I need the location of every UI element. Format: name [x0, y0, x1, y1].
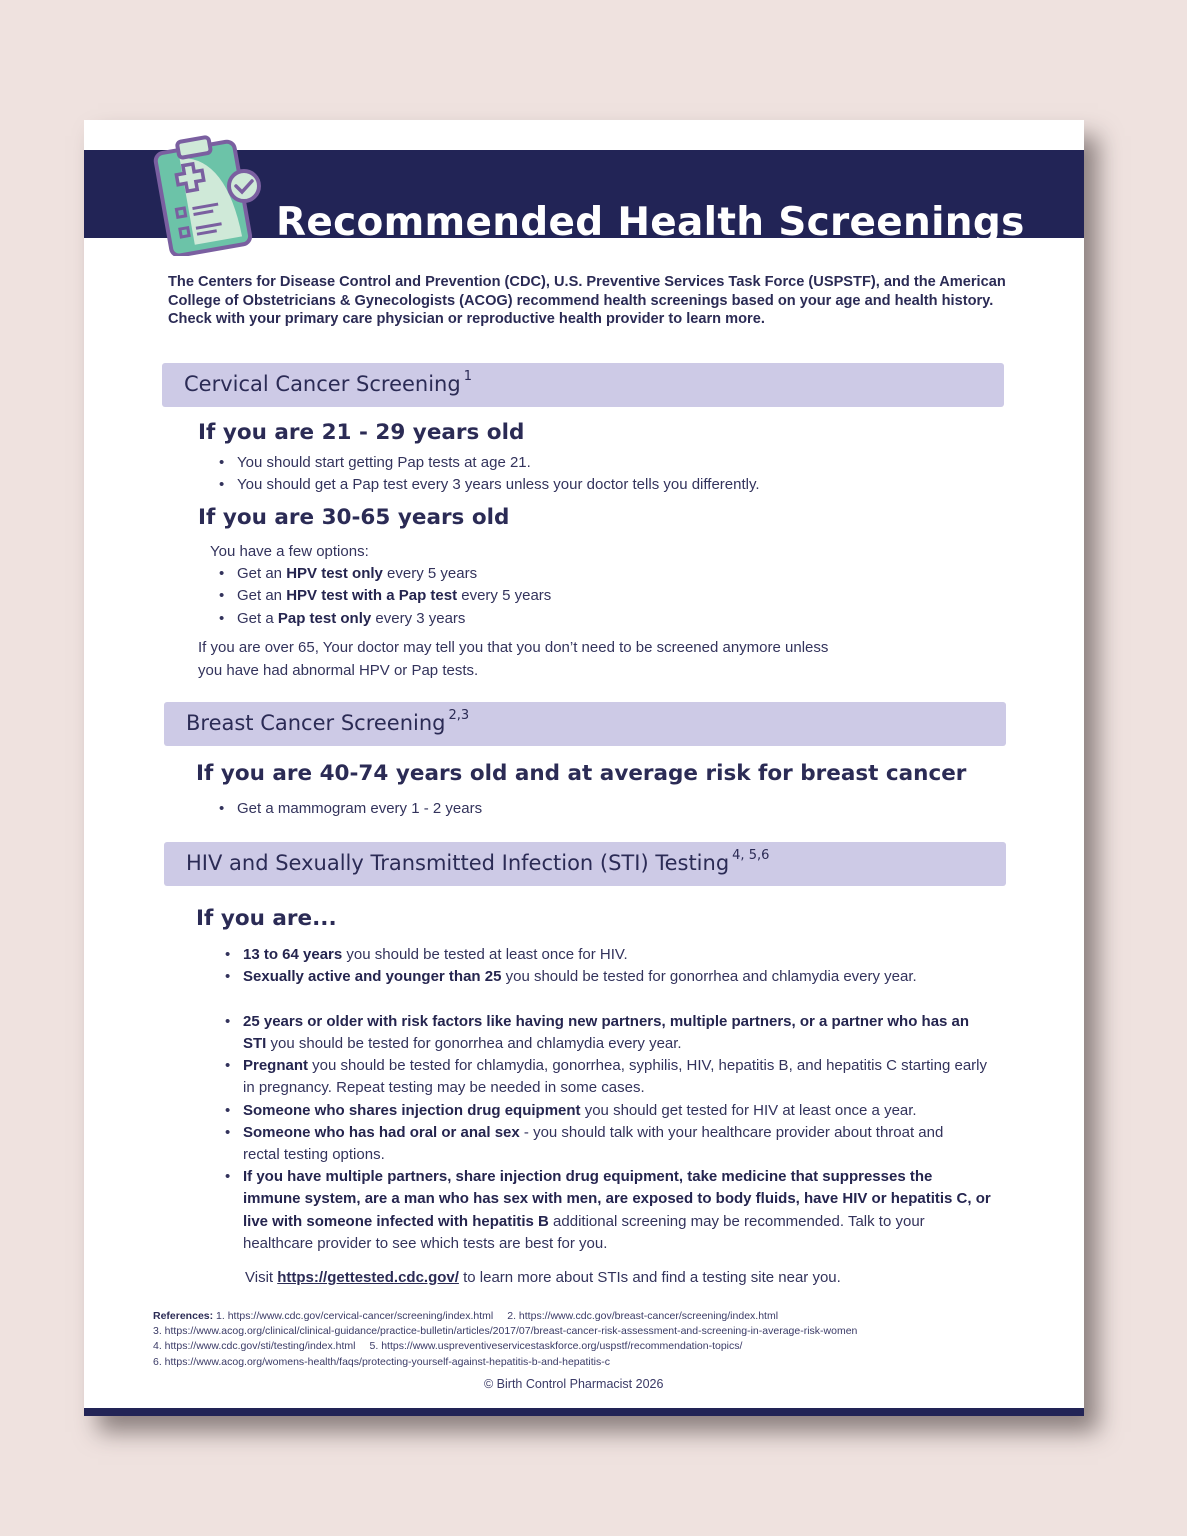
- list-item: [237, 565, 477, 582]
- reference-superscript: 1: [463, 369, 472, 384]
- over-65-note-line2: you have had abnormal HPV or Pap tests.: [198, 662, 479, 679]
- bold-text: 25 years or older with risk factors like having new partners, multiple partners, or a partner who has an STI: [243, 1013, 970, 1053]
- text: every 5 years: [382, 565, 478, 582]
- section-header-cervical: [162, 363, 1004, 407]
- footer-bar: [84, 1408, 1084, 1416]
- text: Get a: [237, 610, 278, 627]
- text: Visit: [245, 1269, 278, 1286]
- list-item: [243, 1100, 1013, 1122]
- bold-text: 13 to 64 years: [243, 946, 343, 963]
- list-item: [237, 610, 465, 627]
- reference-item[interactable]: 3. https://www.acog.org/clinical/clinical-guidance/practice-bulletin/articles/2017/07/breast-cancer-risk-assessment-and-screening-in-average-risk-women: [153, 1325, 858, 1338]
- bold-text: If you have multiple partners, share injection drug equipment, take medicine that suppresses the immune system, are a man who has sex with men, are exposed to body fluids, have HIV or hepatitis C, or live with someone infected with hepatitis B: [243, 1168, 991, 1230]
- bold-text: Pap test only: [277, 610, 372, 627]
- reference-item[interactable]: 6. https://www.acog.org/womens-health/faqs/protecting-yourself-against-hepatitis-b-and-hepatitis-c: [153, 1355, 610, 1368]
- age-heading-40-74: If you are 40-74 years old and at average risk for breast cancer: [196, 761, 967, 786]
- options-lead: You have a few options:: [210, 543, 369, 560]
- sti-heading: If you are...: [196, 906, 337, 931]
- bold-text: Someone who shares injection drug equipment: [243, 1102, 581, 1119]
- section-title-sti: [186, 848, 770, 875]
- text: additional screening may be recommended. Talk to your healthcare provider to see which tests are best for you.: [243, 1212, 925, 1252]
- text: you should be tested at least once for HIV.: [342, 946, 628, 963]
- list-item: • Get a mammogram every 1 - 2 years: [237, 800, 482, 817]
- bold-text: Someone who has had oral or anal sex: [243, 1124, 520, 1141]
- list-item: [243, 1122, 953, 1167]
- list-item: [243, 1166, 993, 1255]
- list-item: [243, 1055, 993, 1100]
- references: [153, 1309, 857, 1370]
- bold-text: HPV test with a Pap test: [286, 587, 458, 604]
- list-item: [243, 966, 973, 988]
- reference-superscript: 4, 5,6: [732, 848, 770, 863]
- copyright: © Birth Control Pharmacist 2026: [484, 1377, 664, 1391]
- section-header-sti: [164, 842, 1006, 886]
- clipboard-checkmark-icon: [146, 130, 266, 256]
- over-65-note-line1: If you are over 65, Your doctor may tell you that you don’t need to be screened anymore unless: [198, 639, 829, 656]
- list-item: [243, 1011, 993, 1056]
- reference-item[interactable]: 1. https://www.cdc.gov/cervical-cancer/screening/index.html: [216, 1310, 494, 1322]
- text: - you should talk with your healthcare provider about throat and rectal testing options.: [243, 1124, 944, 1164]
- section-title-text: HIV and Sexually Transmitted Infection (STI) Testing: [186, 851, 730, 875]
- references-line-4: [153, 1355, 857, 1370]
- text: you should be tested for chlamydia, gonorrhea, syphilis, HIV, hepatitis B, and hepatitis C starting early in pregnancy. Repeat testing may be needed in some cases.: [243, 1057, 987, 1097]
- text: you should be tested for gonorrhea and chlamydia every year.: [501, 968, 917, 985]
- list-item: [243, 944, 993, 966]
- references-line-2: [153, 1324, 857, 1339]
- list-item: [237, 587, 551, 604]
- section-title-breast: [186, 708, 470, 735]
- bold-text: HPV test only: [286, 565, 383, 582]
- text: every 3 years: [371, 610, 466, 627]
- age-heading-30-65: If you are 30-65 years old: [198, 505, 510, 530]
- reference-item[interactable]: 4. https://www.cdc.gov/sti/testing/index.html: [153, 1340, 356, 1353]
- reference-item[interactable]: 2. https://www.cdc.gov/breast-cancer/screening/index.html: [507, 1310, 779, 1322]
- section-header-breast: [164, 702, 1006, 746]
- intro-paragraph: The Centers for Disease Control and Prevention (CDC), U.S. Preventive Services Task Force (USPSTF), and the American College of Obstetricians & Gynecologists (ACOG) recommend health screenings based on your age and health history. Check with your primary care physician or reproductive health provider to learn more.: [168, 274, 1006, 327]
- text: every 5 years: [457, 587, 552, 604]
- age-heading-21-29: If you are 21 - 29 years old: [198, 420, 525, 445]
- text: you should get tested for HIV at least once a year.: [580, 1102, 917, 1119]
- text: you should be tested for gonorrhea and chlamydia every year.: [266, 1035, 682, 1053]
- visit-line: [245, 1269, 841, 1286]
- gettested-link[interactable]: https://gettested.cdc.gov/: [277, 1269, 459, 1286]
- references-line-3: [153, 1339, 857, 1354]
- reference-superscript: 2,3: [448, 708, 470, 723]
- text: Get an: [237, 587, 287, 604]
- bold-text: Sexually active and younger than 25: [243, 968, 502, 985]
- reference-item[interactable]: 5. https://www.uspreventiveservicestaskforce.org/uspstf/recommendation-topics/: [369, 1340, 743, 1353]
- section-title-text: Breast Cancer Screening: [186, 711, 446, 735]
- list-item: • You should start getting Pap tests at age 21.: [237, 454, 531, 471]
- bold-text: Pregnant: [243, 1057, 309, 1074]
- list-item: • You should get a Pap test every 3 years unless your doctor tells you differently.: [237, 476, 760, 493]
- section-title-text: Cervical Cancer Screening: [184, 372, 461, 396]
- text: Get an: [237, 565, 287, 582]
- references-line-1: [153, 1309, 857, 1324]
- section-title-cervical: [184, 369, 472, 396]
- references-label: References:: [153, 1310, 214, 1322]
- text: to learn more about STIs and find a testing site near you.: [458, 1269, 841, 1286]
- document-page: [84, 120, 1084, 1416]
- page-title: Recommended Health Screenings: [276, 200, 1025, 245]
